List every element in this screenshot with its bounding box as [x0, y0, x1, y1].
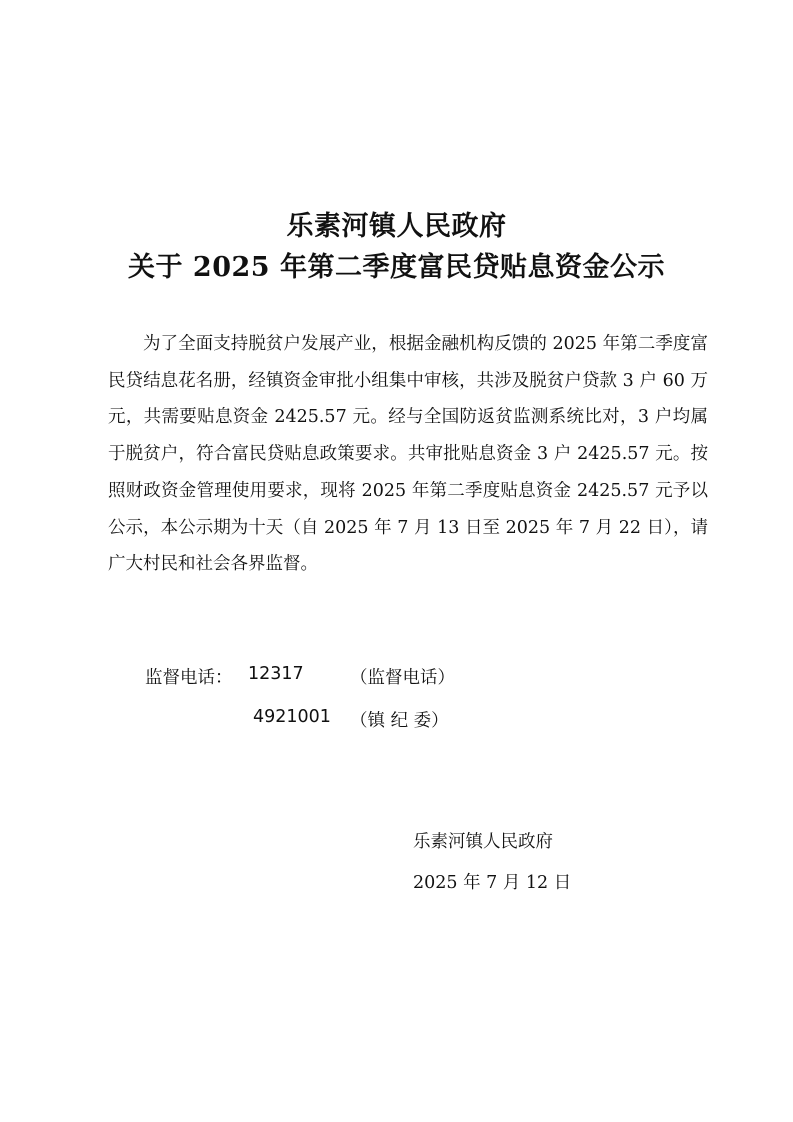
notice-paragraph: 为了全面支持脱贫户发展产业，根据金融机构反馈的 2025 年第二季度富民贷结息花名册，经镇资金审批小组集中审核，共涉及脱贫户贷款 3 户 60 万元，共需要贴息资金 2425.57 元。经与全国防返贫监测系统比对，3 户均属于脱贫户，符合富民贷贴息政策要求。共审批贴息资金 3 户 2425.57 元。按照财政资金管理使用要求，现将 2025 年第二季度贴息资金 2425.57 元予以公示，本公示期为十天（自 2025 年 7 月 13 日至 2025 年 7 月 22 日），请广大村民和社会各界监督。	[108, 334, 708, 575]
signature-date: 2025 年 7 月 12 日	[413, 873, 572, 893]
document-title: 乐素河镇人民政府	[286, 211, 507, 242]
hotline-note-2: （镇 纪 委）	[350, 711, 449, 731]
signature-org: 乐素河镇人民政府	[413, 832, 553, 852]
hotline-number-1: 12317	[248, 664, 304, 684]
document-subtitle: 关于 2025 年第二季度富民贷贴息资金公示	[128, 252, 665, 283]
hotline-note-1: （监督电话）	[350, 668, 455, 688]
hotline-number-2: 4921001	[253, 707, 331, 727]
hotline-label: 监督电话：	[145, 668, 233, 688]
